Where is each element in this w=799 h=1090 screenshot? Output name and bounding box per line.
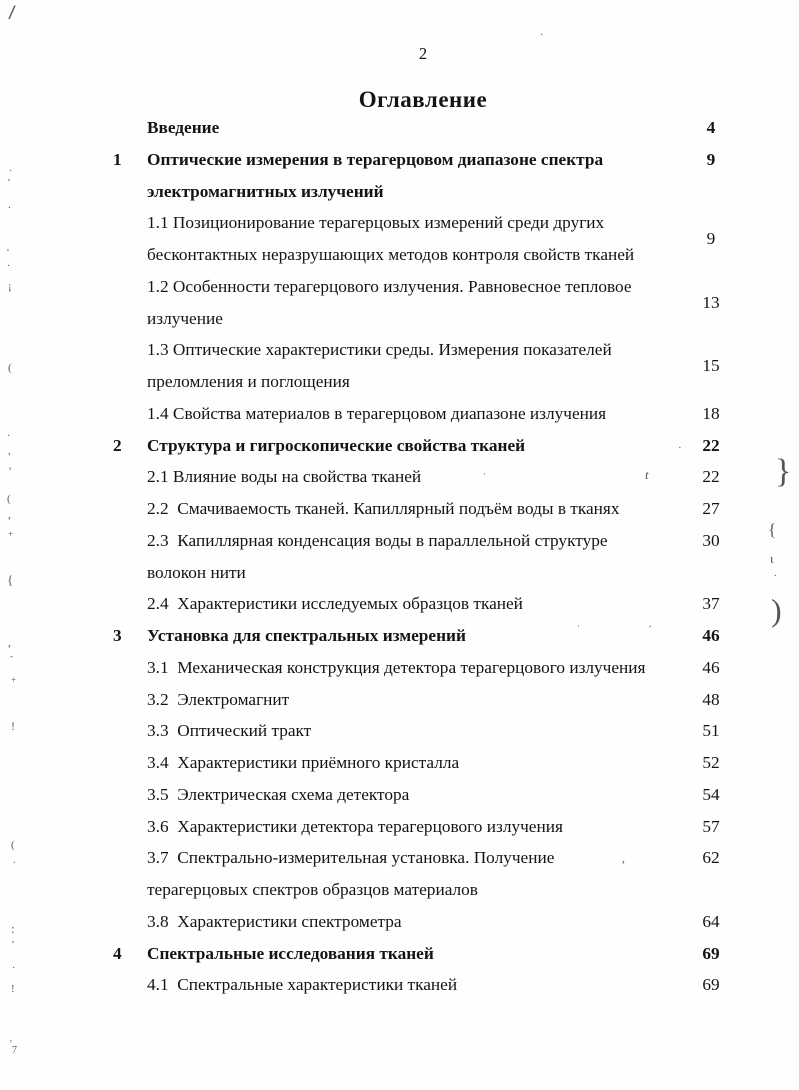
ink-mark: (	[8, 362, 12, 374]
toc-entry-title	[147, 271, 689, 335]
toc-entry	[113, 461, 733, 493]
toc-entry	[113, 715, 733, 747]
toc-entry-title	[147, 747, 689, 779]
toc-entry-title	[147, 715, 689, 747]
toc-entry-title	[147, 493, 689, 525]
ink-mark: '	[9, 464, 12, 478]
ink-mark: 7	[12, 1045, 17, 1056]
ink-mark: (	[7, 493, 11, 505]
toc-entry-title	[147, 811, 689, 843]
toc-entry-page: 62	[702, 848, 720, 868]
toc-entry-title	[147, 461, 689, 493]
ink-mark: ·	[540, 30, 544, 41]
ink-mark: '	[10, 1039, 12, 1050]
toc-entry	[113, 842, 733, 906]
toc-entry-title-line: 2.2 Смачиваемость тканей. Капиллярный подъём воды в тканях	[147, 499, 620, 518]
toc-entry-title-line: 4.1 Спектральные характеристики тканей	[147, 975, 458, 995]
toc-entry-title-line: 3.1 Механическая конструкция детектора терагерцового излучения	[147, 657, 646, 677]
ink-mark: +	[8, 529, 14, 539]
toc-entry-title-line: волокон нити	[147, 562, 246, 582]
toc-entry-page: 22	[702, 435, 720, 455]
toc-entry	[113, 144, 733, 208]
toc-entry-title-line: Введение	[147, 118, 220, 137]
toc-entry-page: 48	[702, 689, 720, 709]
toc-entry-title	[147, 144, 689, 208]
ink-mark: ·	[483, 469, 486, 479]
ink-mark: ·	[678, 442, 682, 454]
toc-entry-page: 4	[706, 118, 716, 137]
toc-entry-title-line: Установка для спектральных измерений	[147, 626, 466, 645]
ink-mark: t	[645, 467, 649, 482]
ink-mark: ·	[577, 621, 580, 631]
toc-entry-title	[147, 334, 689, 398]
toc-entry-title-line: 3.8 Характеристики спектрометра	[147, 911, 402, 931]
toc-entry-title	[147, 938, 689, 970]
ink-mark: ,	[8, 445, 11, 457]
toc-entry	[113, 811, 733, 843]
toc-entry-title-line: 3.2 Электромагнит	[147, 689, 290, 709]
ink-mark: -	[10, 651, 13, 661]
toc-entry-title	[147, 430, 689, 462]
ink-mark: ,	[8, 635, 11, 649]
ink-mark: (	[11, 839, 15, 851]
ink-mark: .	[13, 855, 16, 866]
ink-mark: ¡	[8, 280, 12, 292]
ink-mark: !	[11, 983, 15, 995]
toc-entry-title-line: 3.6 Характеристики детектора терагерцового излучения	[147, 816, 563, 836]
toc-entry	[113, 906, 733, 938]
toc-entry-title-line: 1.1 Позиционирование терагерцовых измерений среди других	[147, 213, 605, 233]
toc-entry-title-line: преломления и поглощения	[147, 372, 350, 391]
toc-entry-title	[147, 779, 689, 811]
toc-entry-title	[147, 652, 689, 684]
toc-entry-title	[147, 112, 689, 144]
toc-entry-page: 18	[702, 403, 720, 423]
toc-entry-title	[147, 842, 689, 906]
toc-entry-title-line: излучение	[147, 308, 223, 328]
toc-entry-page: 15	[702, 356, 720, 376]
toc-entry-page: 37	[702, 594, 720, 614]
toc-entry	[113, 398, 733, 430]
toc-entry-title-line: Спектральные исследования тканей	[147, 943, 434, 963]
toc-entry-title-line: бесконтактных неразрушающих методов контроля свойств тканей	[147, 245, 635, 264]
toc-entry-title-line: 1.3 Оптические характеристики среды. Измерения показателей	[147, 340, 612, 360]
toc-entry-page: 46	[702, 626, 720, 645]
toc-entry-page: 57	[702, 816, 720, 836]
ink-mark: ι	[770, 551, 774, 566]
toc-entry-page: 64	[702, 911, 720, 931]
toc-entry-title-line: 3.5 Электрическая схема детектора	[147, 784, 410, 804]
toc-entry-title	[147, 620, 689, 652]
toc-entry-title-line: 2.4 Характеристики исследуемых образцов тканей	[147, 594, 523, 614]
toc-entry-title-line: Структура и гигроскопические свойства тканей	[147, 435, 526, 455]
toc-entry	[113, 334, 733, 398]
toc-entry-title	[147, 906, 689, 938]
toc-title: Оглавление	[358, 87, 488, 112]
toc-entry-title-line: 2.3 Капиллярная конденсация воды в параллельной структуре	[147, 530, 608, 550]
toc-entry-title	[147, 588, 689, 620]
toc-entry	[113, 747, 733, 779]
toc-entry	[113, 112, 733, 144]
ink-mark: '	[7, 247, 9, 259]
ink-mark: !	[11, 719, 15, 733]
toc-entry-title	[147, 684, 689, 716]
toc-entry-page: 69	[702, 943, 720, 963]
ink-mark: /	[8, 0, 16, 25]
toc-entry-page: 22	[702, 467, 720, 487]
toc-entry	[113, 652, 733, 684]
toc-entry-number: 1	[113, 149, 122, 169]
ink-mark: ·	[7, 431, 11, 442]
ink-mark: ·	[9, 166, 13, 177]
toc-entry-page: 52	[702, 753, 720, 772]
toc-entry-number: 3	[113, 626, 122, 645]
page-content	[0, 45, 799, 1001]
toc-entry-title	[147, 398, 689, 430]
toc-entry-page: 30	[702, 530, 720, 550]
toc-entry-title-line: 1.2 Особенности терагерцового излучения. Равновесное тепловое	[147, 276, 632, 296]
toc-entry-page: 13	[702, 292, 720, 312]
toc-entry-title-line: 3.3 Оптический тракт	[147, 721, 312, 741]
toc-entry	[113, 588, 733, 620]
toc-entry	[113, 271, 733, 335]
toc-entry-page: 54	[702, 784, 720, 804]
toc-entry-title	[147, 207, 689, 271]
toc-entry-page: 9	[706, 149, 716, 169]
page-number: 2	[418, 44, 428, 63]
toc-entry-title-line: 1.4 Свойства материалов в терагерцовом диапазоне излучения	[147, 403, 607, 423]
ink-mark: ·	[7, 261, 11, 272]
toc-entry-title-line: 3.4 Характеристики приёмного кристалла	[147, 753, 460, 772]
toc-entry	[113, 684, 733, 716]
ink-mark: .	[774, 568, 777, 579]
ink-mark: ·	[12, 963, 16, 974]
toc-entry-page: 51	[702, 721, 720, 741]
toc-entry-page: 69	[702, 975, 720, 995]
toc-entry	[113, 969, 733, 1001]
toc-entry-page: 27	[702, 499, 720, 518]
ink-mark: }	[775, 453, 792, 490]
toc-entry-number: 2	[113, 435, 122, 455]
toc-entry-title-line: 3.7 Спектрально-измерительная установка. Получение	[147, 848, 555, 868]
ink-mark: {	[7, 572, 14, 587]
ink-mark: ,	[8, 507, 11, 521]
toc-entry	[113, 493, 733, 525]
ink-mark: .	[8, 199, 11, 211]
toc-entry-title-line: электромагнитных излучений	[147, 181, 384, 201]
ink-mark: ,	[622, 851, 625, 865]
toc-entry-title-line: Оптические измерения в терагерцовом диапазоне спектра	[147, 149, 604, 169]
ink-mark: {	[768, 520, 777, 539]
toc-entry	[113, 938, 733, 970]
toc-entry-page: 46	[702, 657, 720, 677]
toc-entry-title-line: терагерцовых спектров образцов материалов	[147, 880, 478, 899]
ink-mark: :	[11, 921, 15, 936]
toc-entry-page: 9	[706, 229, 716, 249]
ink-mark: +	[11, 675, 17, 685]
ink-mark: '	[8, 177, 10, 189]
ink-mark: )	[771, 592, 782, 628]
toc-entry	[113, 207, 733, 271]
toc-list	[113, 112, 733, 1001]
toc-entry-title-line: 2.1 Влияние воды на свойства тканей	[147, 467, 422, 487]
toc-entry	[113, 620, 733, 652]
toc-entry	[113, 525, 733, 589]
ink-mark: ´	[648, 623, 652, 637]
toc-entry-title	[147, 969, 689, 1001]
ink-mark: '	[12, 939, 14, 951]
toc-entry-number: 4	[113, 943, 122, 963]
toc-entry-title	[147, 525, 689, 589]
toc-entry	[113, 779, 733, 811]
toc-entry	[113, 430, 733, 462]
